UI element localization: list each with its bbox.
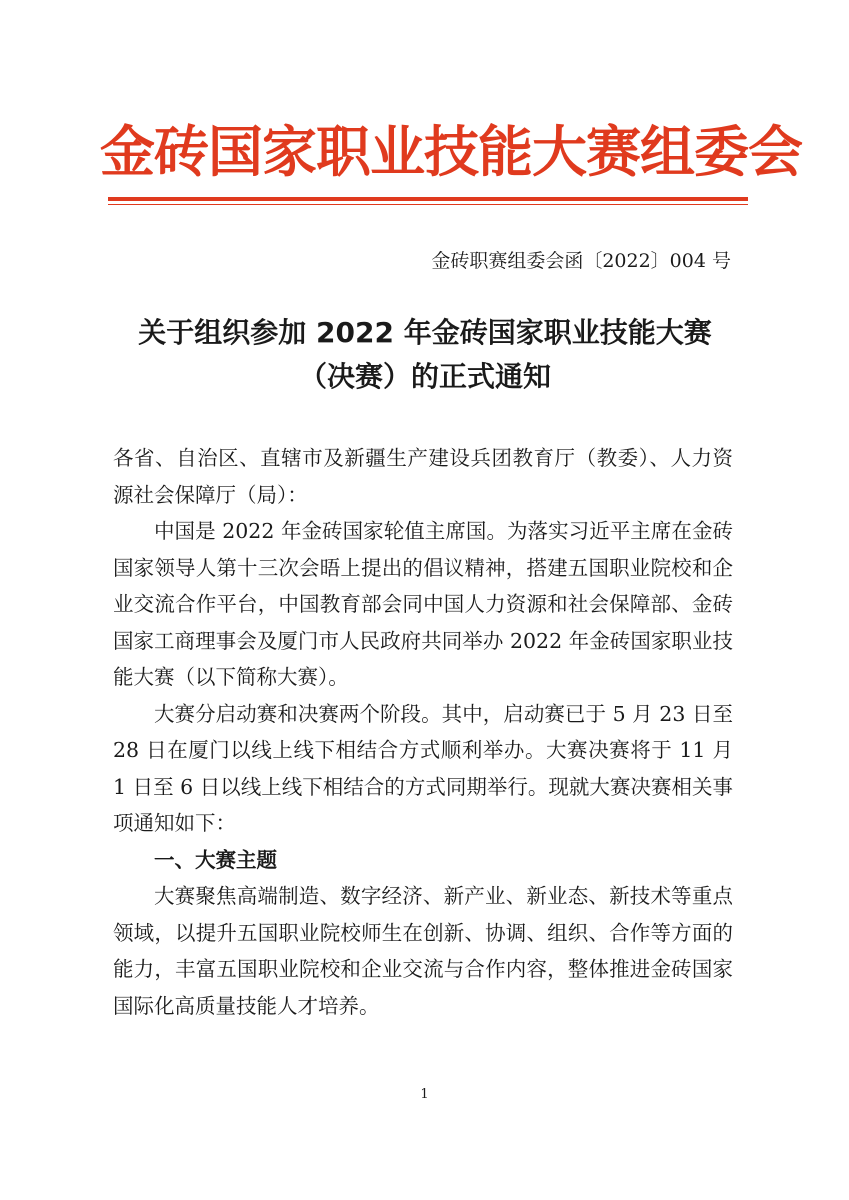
letterhead-org-name: 金砖国家职业技能大赛组委会 — [100, 120, 803, 184]
letterhead-rule-thin — [108, 204, 748, 205]
document-title-line-2: （决赛）的正式通知 — [298, 360, 551, 393]
document-number: 金砖职赛组委会函〔2022〕004 号 — [431, 250, 731, 272]
letterhead-rule-thick — [108, 197, 748, 201]
section-text-1: 大赛聚焦高端制造、数字经济、新产业、新业态、新技术等重点领域，以提升五国职业院校师生在创新、协调、组织、合作等方面的能力，丰富五国职业院校和企业交流与合作内容，整体推进金砖国家国际化高质量技能人才培养。 — [113, 884, 733, 1018]
section-heading-1: 一、大赛主题 — [154, 847, 277, 872]
page-number: 1 — [420, 1087, 429, 1102]
document-body — [113, 440, 733, 1024]
document-title-line-1: 关于组织参加 2022 年金砖国家职业技能大赛 — [138, 316, 712, 349]
addressee: 各省、自治区、直辖市及新疆生产建设兵团教育厅（教委）、人力资源社会保障厅（局）： — [113, 446, 733, 507]
body-paragraph-1: 中国是 2022 年金砖国家轮值主席国。为落实习近平主席在金砖国家领导人第十三次会晤上提出的倡议精神，搭建五国职业院校和企业交流合作平台，中国教育部会同中国人力资源和社会保障部、金砖国家工商理事会及厦门市人民政府共同举办 2022 年金砖国家职业技能大赛（以下简称大赛）。 — [113, 519, 733, 689]
body-paragraph-2: 大赛分启动赛和决赛两个阶段。其中，启动赛已于 5 月 23 日至 28 日在厦门以线上线下相结合方式顺利举办。大赛决赛将于 11 月 1 日至 6 日以线上线下相结合的方式同期举行。现就大赛决赛相关事项通知如下： — [113, 701, 733, 835]
document-title — [80, 311, 770, 399]
